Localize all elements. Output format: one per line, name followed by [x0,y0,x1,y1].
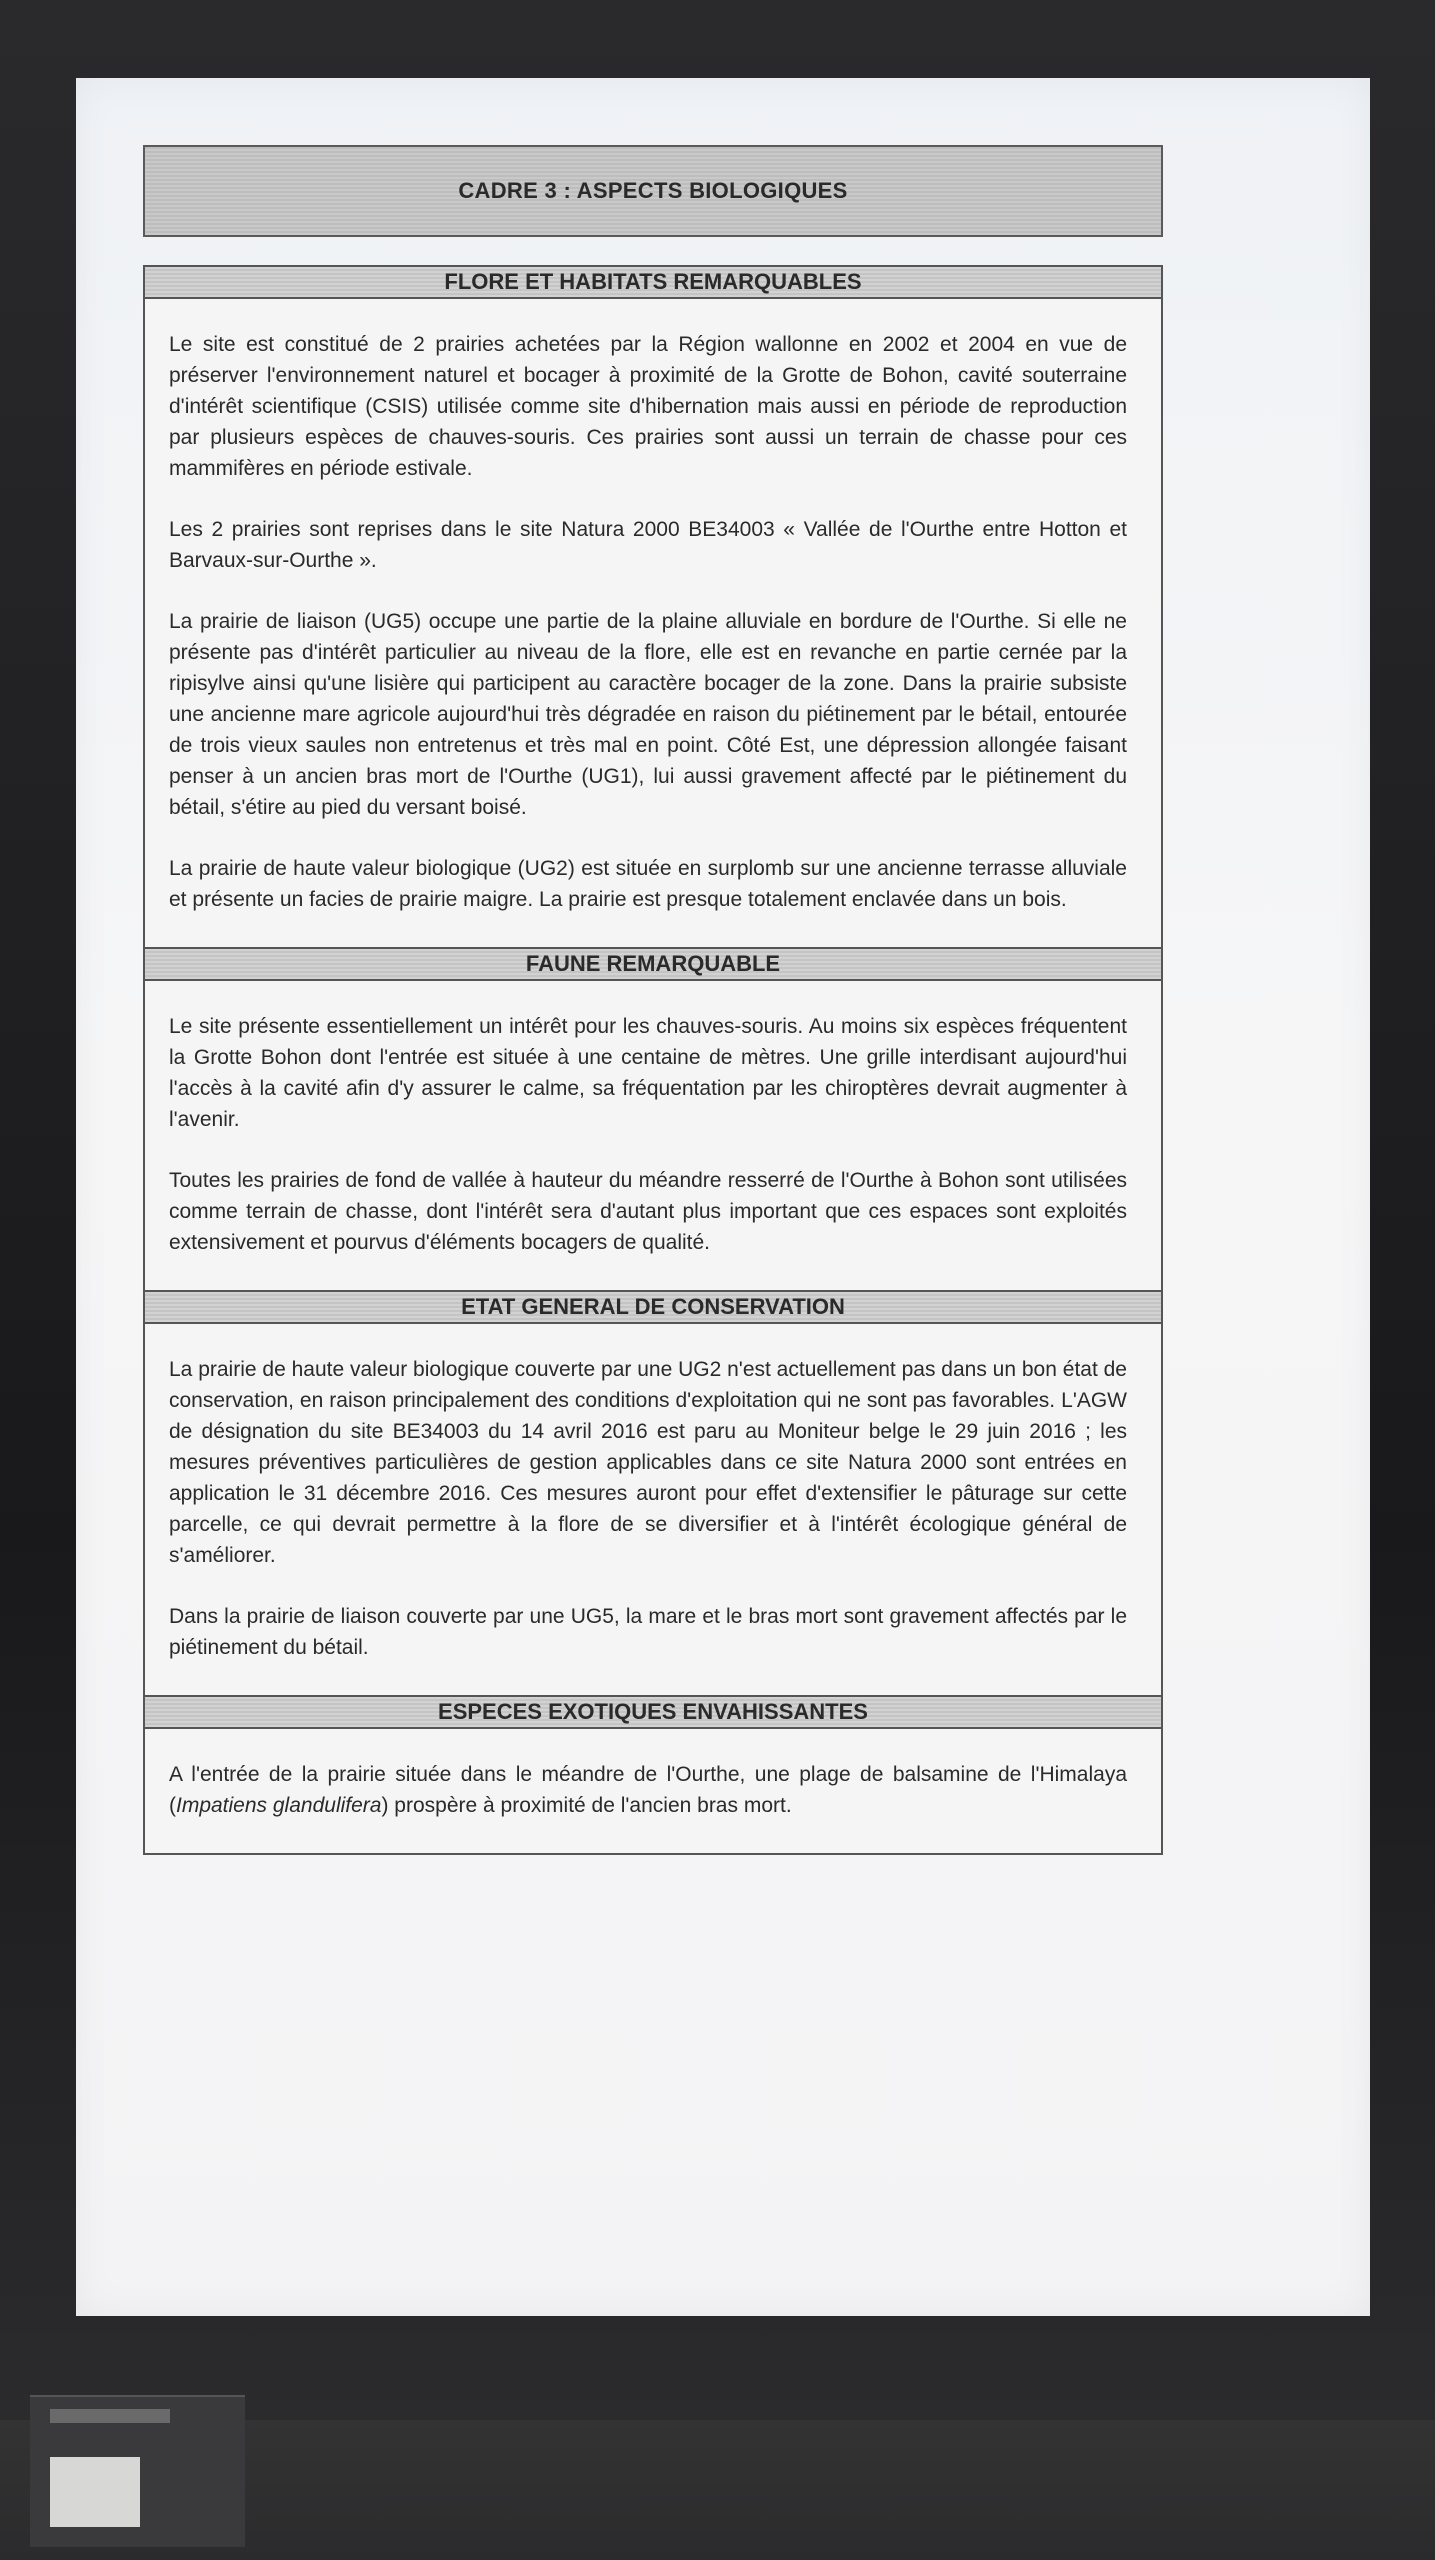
stand-label [50,2409,170,2423]
paragraph: Toutes les prairies de fond de vallée à hauteur du méandre resserré de l'Ourthe à Bohon sont utilisées comme terrain de chasse, dont l'intérêt sera d'autant plus important que ces espaces sont exploités extensivement et pourvus d'éléments bocagers de qualité. [169,1169,1127,1254]
paragraph: Le site présente essentiellement un intérêt pour les chauves-souris. Au moins six espèces fréquentent la Grotte Bohon dont l'entrée est située à une centaine de mètres. Une grille interdisant aujourd'hui l'accès à la cavité afin d'y assurer le calme, sa fréquentation par les chiroptères devrait augmenter à l'avenir. [169,1015,1127,1131]
paragraph: Les 2 prairies sont reprises dans le site Natura 2000 BE34003 « Vallée de l'Ourthe entre Hotton et Barvaux-sur-Ourthe ». [169,518,1127,572]
monitor-stand [30,2395,245,2547]
stand-sticker [50,2457,140,2527]
paragraph [169,1759,1127,1821]
paragraph-text: A l'entrée de la prairie située dans le méandre de l'Ourthe, une plage de balsamine de l'Himalaya ( [169,1763,1127,1817]
paragraph: La prairie de liaison (UG5) occupe une partie de la plaine alluviale en bordure de l'Ourthe. Si elle ne présente pas d'intérêt particulier au niveau de la flore, elle est en revanche en partie cernée par la ripisylve ainsi qu'une lisière qui participent au caractère bocager de la zone. Dans la prairie subsiste une ancienne mare agricole aujourd'hui très dégradée en raison du piétinement par le bétail, entourée de trois vieux saules non entretenus et très mal en point. Côté Est, une dépression allongée faisant penser à un ancien bras mort de l'Ourthe (UG1), lui aussi gravement affecté par le piétinement du bétail, s'étire au pied du versant boisé. [169,610,1127,819]
section-heading-faune: FAUNE REMARQUABLE [145,947,1161,981]
section-heading-flore: FLORE ET HABITATS REMARQUABLES [145,267,1161,299]
sections-box [143,265,1163,1855]
document-page [143,145,1163,1855]
section-heading-conservation: ETAT GENERAL DE CONSERVATION [145,1290,1161,1324]
section-body-conservation [145,1324,1161,1695]
species-name: Impatiens glandulifera [176,1794,382,1817]
paragraph: Le site est constitué de 2 prairies achetées par la Région wallonne en 2002 et 2004 en vue de préserver l'environnement naturel et bocager à proximité de la Grotte de Bohon, cavité souterraine d'intérêt scientifique (CSIS) utilisée comme site d'hibernation mais aussi en période de reproduction par plusieurs espèces de chauves-souris. Ces prairies sont aussi un terrain de chasse pour ces mammifères en période estivale. [169,333,1127,480]
paragraph: La prairie de haute valeur biologique couverte par une UG2 n'est actuellement pas dans un bon état de conservation, en raison principalement des conditions d'exploitation qui ne sont pas favorables. L'AGW de désignation du site BE34003 du 14 avril 2016 est paru au Moniteur belge le 29 juin 2016 ; les mesures préventives particulières de gestion applicables dans ce site Natura 2000 sont entrées en application le 31 décembre 2016. Ces mesures auront pour effet d'extensifier le pâturage sur cette parcelle, ce qui devrait permettre à la flore de se diversifier et à l'intérêt écologique général de s'améliorer. [169,1358,1127,1567]
cadre-title: CADRE 3 : ASPECTS BIOLOGIQUES [143,145,1163,237]
paragraph-text: ) prospère à proximité de l'ancien bras mort. [381,1794,792,1817]
paragraph: La prairie de haute valeur biologique (UG2) est située en surplomb sur une ancienne terrasse alluviale et présente un facies de prairie maigre. La prairie est presque totalement enclavée dans un bois. [169,857,1127,911]
section-body-faune [145,981,1161,1290]
section-body-flore [145,299,1161,947]
section-body-especes [145,1729,1161,1853]
paragraph: Dans la prairie de liaison couverte par une UG5, la mare et le bras mort sont gravement affectés par le piétinement du bétail. [169,1605,1127,1659]
section-heading-especes: ESPECES EXOTIQUES ENVAHISSANTES [145,1695,1161,1729]
